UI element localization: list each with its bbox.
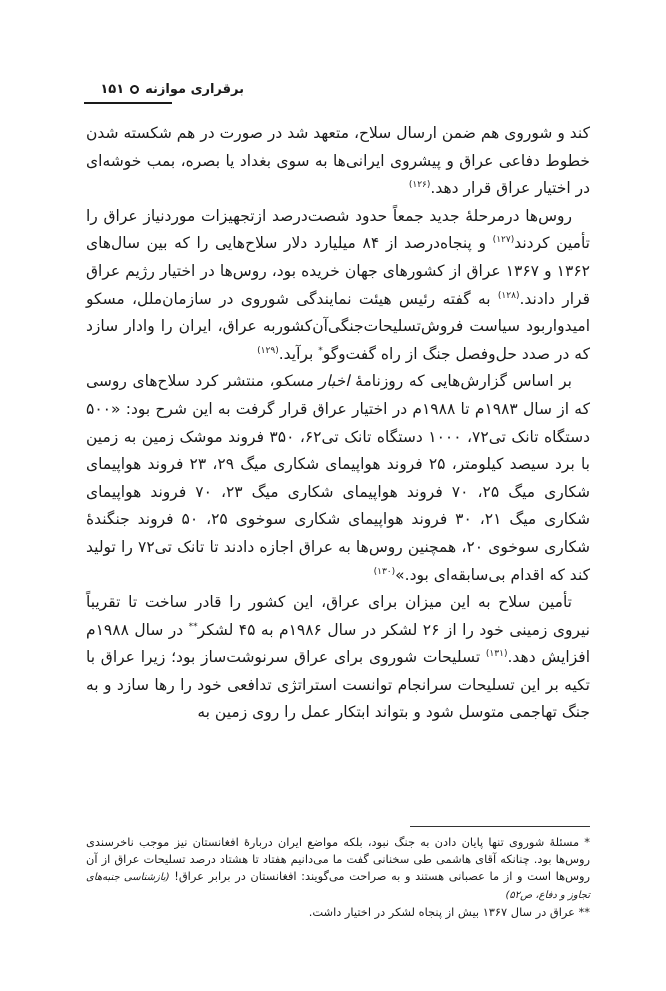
paragraph-text: روس‌ها درمرحلهٔ جدید جمعاً حدود شصت‌درصد ازتجهیزات موردنیاز عراق را تأمین کردند	[86, 206, 590, 253]
footnote-text: * مسئلهٔ شوروی تنها پایان دادن به جنگ نبود، بلکه مواضع ایران دربارهٔ افغانستان نیز موجب ناخرسندی روس‌ها بود. چنانکه آقای هاشمی طی سخنانی گفت ما می‌دانیم هفتاد تا هشتاد درصد تسلیحات عراق از آن روس‌ها است و از ما عصبانی هستند و به صراحت می‌گویند: افغانستان در برابر عراق!	[86, 835, 591, 883]
paragraph-4	[86, 589, 590, 727]
circle-ornament-icon	[130, 85, 139, 94]
footnotes	[86, 834, 590, 921]
footnote-marker: *	[318, 345, 323, 356]
reference-marker: (۱۲۸)	[497, 290, 520, 301]
paragraph-1	[86, 120, 590, 203]
footnote-rule	[410, 826, 590, 827]
reference-marker: (۱۳۱)	[485, 649, 508, 660]
footnote-2	[86, 904, 590, 921]
reference-marker: (۱۲۹)	[257, 345, 279, 356]
running-header	[84, 78, 244, 100]
footnote-text: ** عراق در سال ۱۳۶۷ بیش از پنجاه لشکر در اختیار داشت.	[308, 905, 590, 919]
page-number: ۱۵۱	[100, 81, 125, 97]
reference-marker: (۱۳۰)	[373, 566, 396, 577]
header-title: برقراری موازنه	[145, 81, 244, 97]
reference-marker: (۱۲۷)	[492, 235, 515, 246]
paragraph-text: برآید.	[278, 344, 319, 363]
paragraph-3	[86, 368, 590, 589]
footnote-marker: **	[188, 621, 198, 632]
newspaper-name: اخبار مسکو	[274, 372, 350, 391]
header-rule	[84, 102, 172, 104]
reference-marker: (۱۲۶)	[408, 180, 431, 191]
paragraph-text: ، منتشر کرد سلاح‌های روسی که از سال ۱۹۸۳م تا ۱۹۸۸م در اختیار عراق قرار گرفت به این شرح بود: «۵۰۰ دستگاه تانک تی۷۲، ۱۰۰۰ دستگاه تانک تی۶۲، ۳۵۰ فروند موشک زمین به زمین با برد سیصد کیلومتر، ۲۵ فروند هواپیمای شکاری میگ ۲۹، ۲۳ فروند هواپیمای شکاری میگ ۲۵، ۷۰ فروند هواپیمای شکاری میگ ۲۳، ۷۰ فروند هواپیمای شکاری میگ ۲۱، ۳۰ فروند هواپیمای شکاری سوخوی ۲۵، ۵۰ فروند جنگندهٔ شکاری سوخوی ۲۰، همچنین روس‌ها به عراق اجازه دادند تا تانک تی۷۲ را تولید کند که اقدام بی‌سابقه‌ای بود.»	[86, 372, 591, 584]
paragraph-text: به گفته رئیس هیئت نمایندگی شوروی در سازمان‌ملل، مسکو امیدواربود سیاست فروش‌تسلیحات‌جنگی‌آن‌کشوربه عراق، ایران را وادار سازد که در صدد حل‌وفصل جنگ از راه گفت‌وگو	[86, 289, 590, 363]
paragraph-text: کند و شوروی هم ضمن ارسال سلاح، متعهد شد در صورت در هم شکسته شدن خطوط دفاعی عراق و پیشروی ایرانی‌ها به سوی بغداد یا بصره، بمب خوشه‌ای در اختیار عراق قرار دهد.	[86, 124, 590, 198]
footnote-source: (بازشناسی جنبه‌های تجاوز و دفاع، ص۵۲)	[86, 872, 590, 901]
paragraph-text: تسلیحات شوروی برای عراق سرنوشت‌ساز بود؛ زیرا عراق با تکیه بر این تسلیحات سرانجام توانست استراتژی تدافعی خود را رها سازد و به جنگ تهاجمی متوسل شود و بتواند ابتکار عمل را روی زمین به	[86, 648, 590, 722]
paragraph-text: بر اساس گزارش‌هایی که روزنامهٔ	[349, 372, 572, 391]
footnote-1	[86, 834, 590, 904]
paragraph-text: و پنجاه‌درصد از ۸۴ میلیارد دلار سلاح‌هایی را که بین سال‌های ۱۳۶۲ و ۱۳۶۷ عراق از کشورهای جهان خریده بود، روس‌ها در اختیار رژیم عراق قرار دادند.	[86, 234, 590, 308]
paragraph-2	[86, 203, 590, 369]
paragraph-text: تأمین سلاح به این میزان برای عراق، این کشور را قادر ساخت تا تقریباً نیروی زمینی خود را از ۲۶ لشکر در سال ۱۹۸۶م به ۴۵ لشکر	[86, 593, 590, 639]
body-text	[86, 120, 590, 727]
paragraph-text: در سال ۱۹۸۸م افزایش دهد.	[86, 620, 591, 667]
